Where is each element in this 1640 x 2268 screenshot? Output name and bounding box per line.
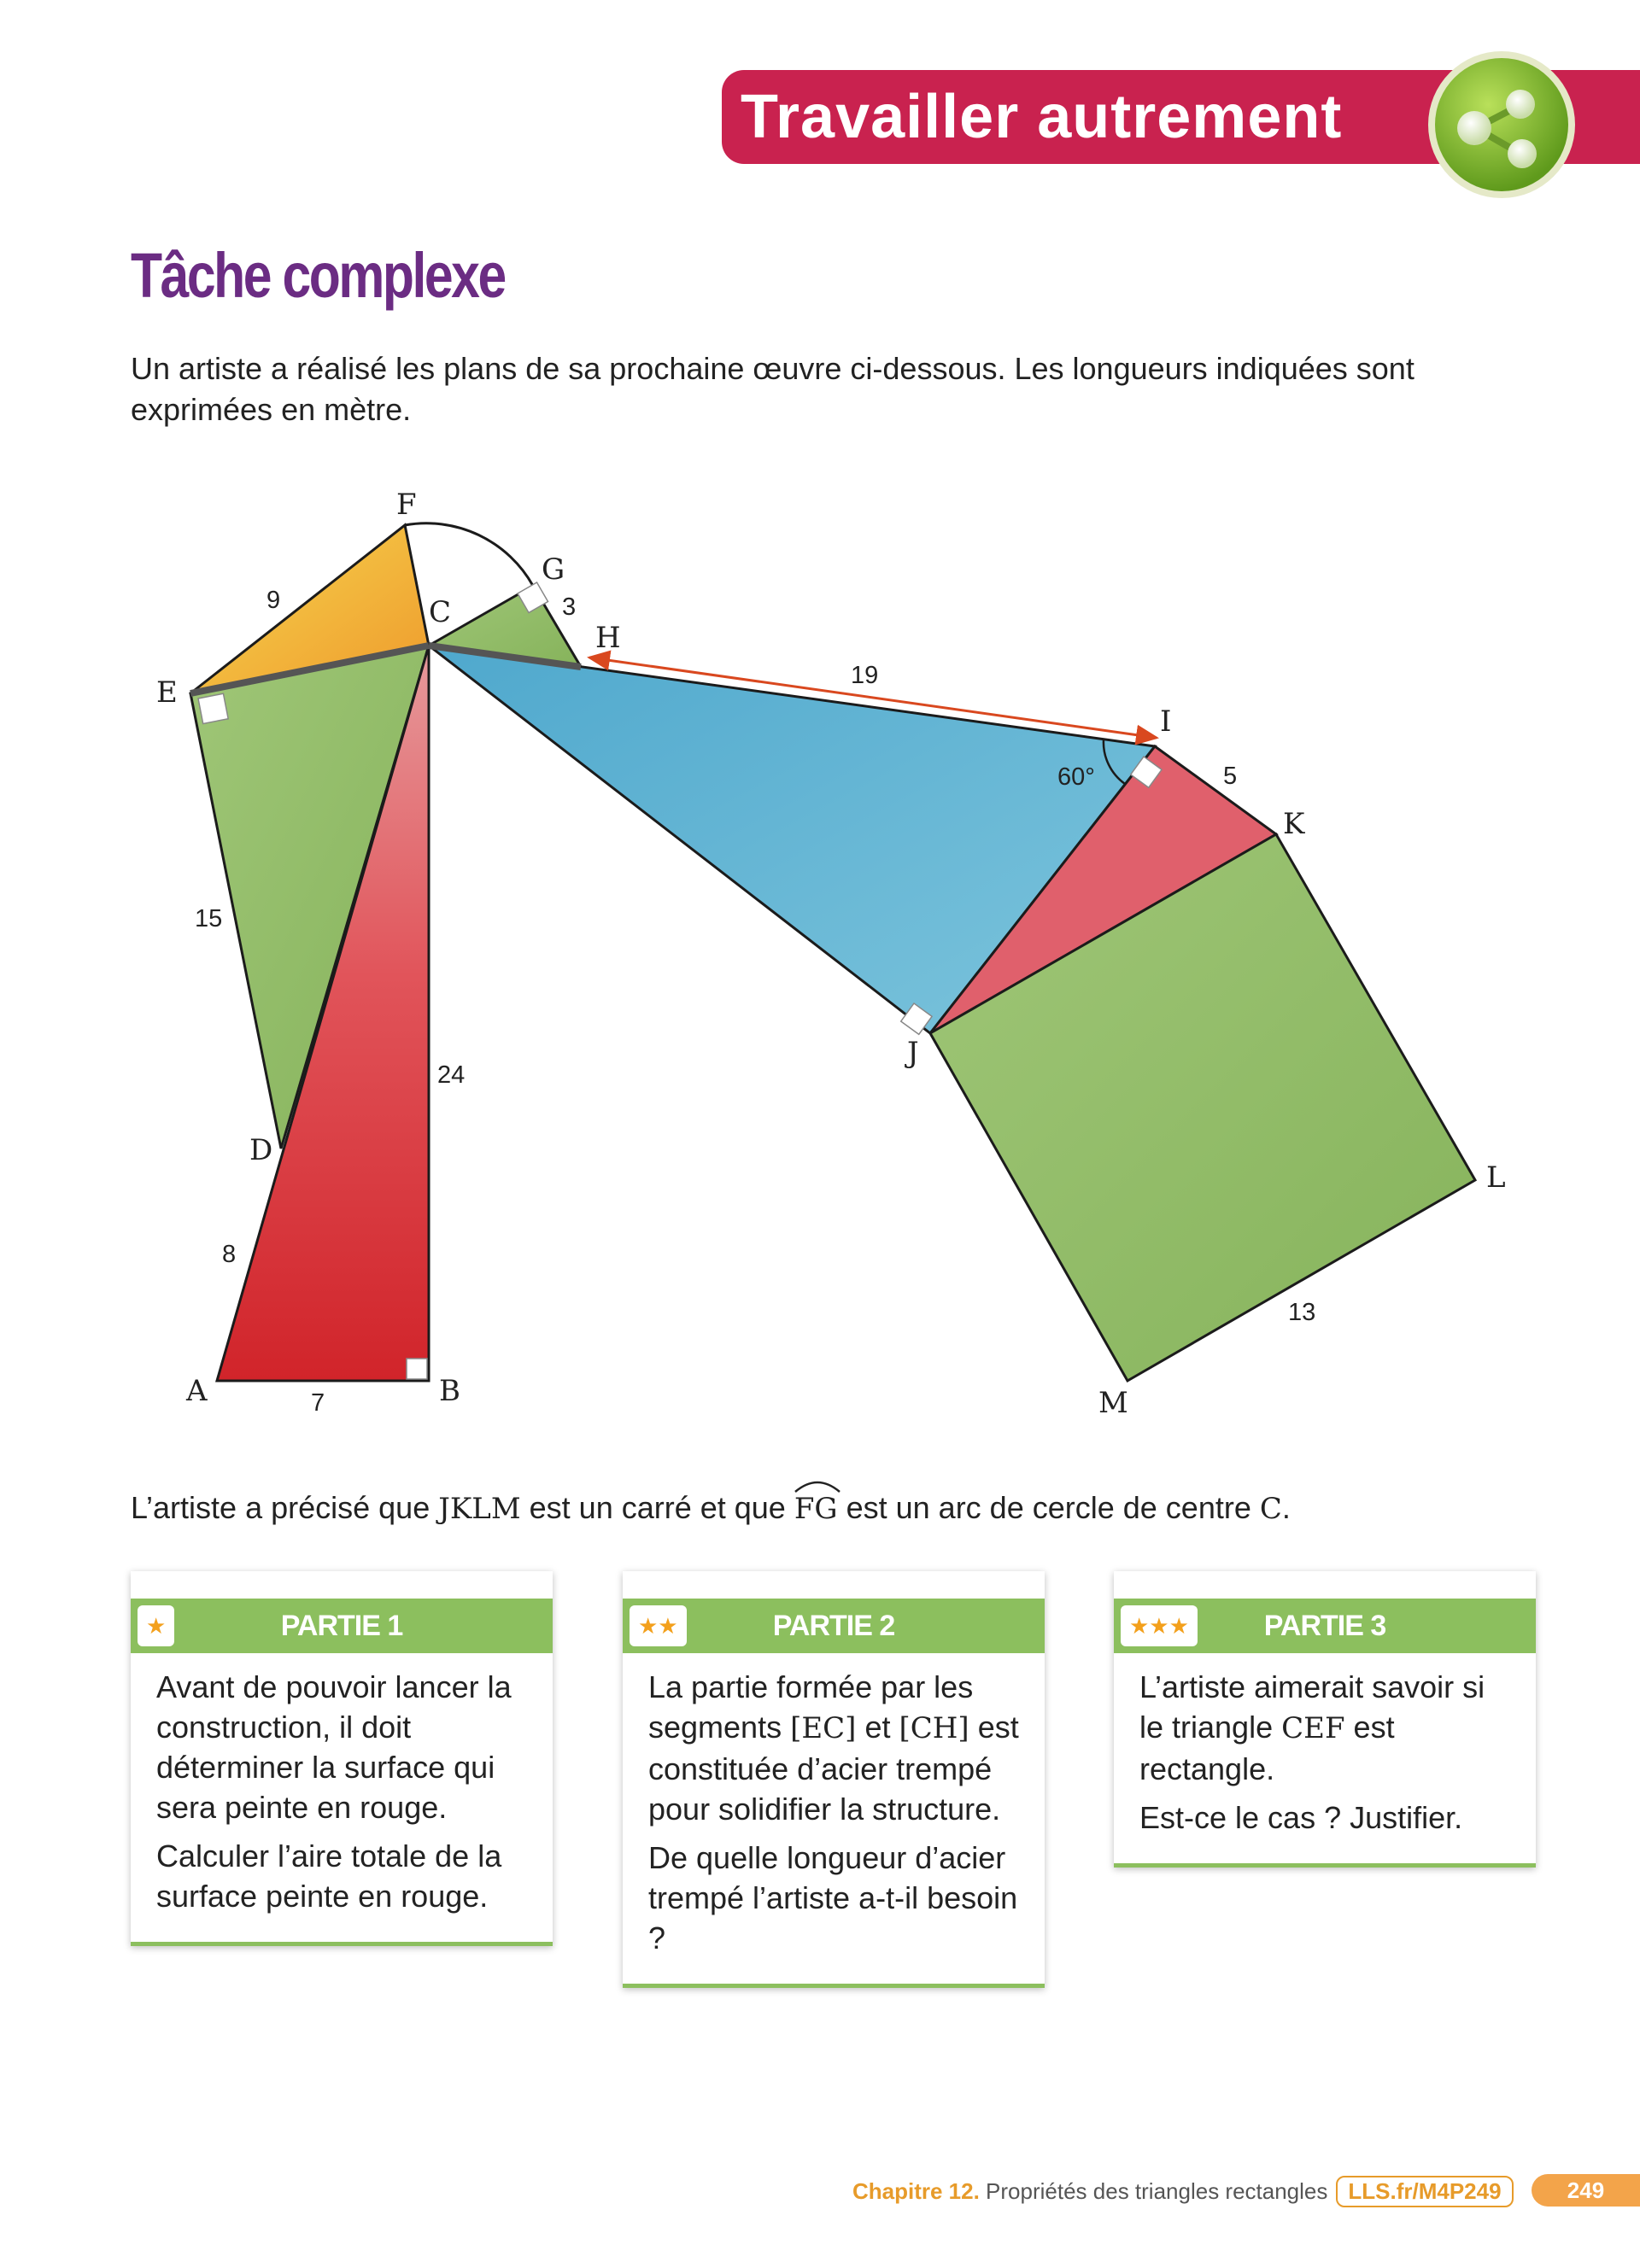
footer-chapter: Chapitre 12.	[852, 2178, 980, 2204]
star-icon: ★★★	[1121, 1605, 1198, 1646]
footer-link[interactable]: LLS.fr/M4P249	[1336, 2176, 1513, 2207]
point-m: M	[1098, 1386, 1128, 1420]
task-title: Tâche complexe	[131, 240, 505, 311]
card-partie-3	[1114, 1571, 1536, 1868]
point-a: A	[186, 1374, 208, 1408]
card-header	[1114, 1599, 1536, 1653]
length-gh: 3	[562, 593, 577, 621]
card-question: De quelle longueur d’acier trempé l’artiste a-t-il besoin ?	[648, 1840, 1018, 1955]
note-part1: L’artiste a précisé que	[131, 1490, 439, 1525]
card-paragraph	[648, 1667, 1019, 1829]
card-partie-2	[623, 1571, 1045, 1988]
segment-ch: [CH]	[899, 1711, 969, 1745]
length-ik: 5	[1223, 763, 1238, 790]
length-lm: 13	[1288, 1299, 1316, 1326]
card-text: est rectangle.	[1139, 1710, 1395, 1786]
point-j: J	[907, 1036, 919, 1070]
note-arc	[794, 1488, 838, 1529]
footer	[852, 2176, 1514, 2207]
right-angle-b	[407, 1359, 427, 1379]
arc-symbol-icon	[793, 1476, 842, 1493]
point-i: I	[1160, 704, 1172, 739]
star-icon: ★	[138, 1605, 174, 1646]
header-title: Travailler autrement	[741, 83, 1343, 151]
intro-text: Un artiste a réalisé les plans de sa prochaine œuvre ci-dessous. Les longueurs indiquées sont exprimées en mètre.	[131, 351, 1414, 427]
point-e: E	[156, 675, 178, 710]
length-hi: 19	[851, 662, 879, 689]
card-text: La partie formée par les segments	[648, 1669, 974, 1745]
note-center: C	[1259, 1492, 1282, 1526]
length-cb: 24	[437, 1061, 466, 1089]
page-number: 249	[1532, 2174, 1640, 2207]
point-b: B	[439, 1374, 460, 1408]
card-partie-1	[131, 1571, 553, 1946]
right-angle-e	[198, 693, 228, 723]
point-g: G	[542, 552, 565, 587]
triangle-name: CEF	[1281, 1711, 1345, 1745]
note-square: JKLM	[438, 1492, 521, 1526]
length-ad: 8	[222, 1241, 237, 1268]
card-question: Est-ce le cas ? Justifier.	[1139, 1800, 1463, 1835]
card-label: PARTIE 1	[280, 1610, 403, 1642]
footer-subject: Propriétés des triangles rectangles	[979, 2178, 1328, 2204]
length-ed: 15	[195, 905, 223, 932]
card-body	[1114, 1653, 1536, 1863]
point-f: F	[396, 488, 417, 522]
point-l: L	[1486, 1160, 1506, 1195]
card-body	[623, 1653, 1045, 1984]
card-paragraph	[1139, 1667, 1510, 1789]
card-header	[623, 1599, 1045, 1653]
point-d: D	[249, 1133, 273, 1167]
card-label: PARTIE 2	[772, 1610, 895, 1642]
card-text: L’artiste aimerait savoir si le triangle	[1139, 1669, 1485, 1745]
point-k: K	[1283, 807, 1305, 841]
note-part2: est un carré et que	[520, 1490, 794, 1525]
card-text: est constituée d’acier trempé pour solidifier la structure.	[648, 1710, 1019, 1827]
note-part3: est un arc de cercle de centre	[837, 1490, 1260, 1525]
arc-fg	[405, 523, 533, 586]
length-ef: 9	[266, 587, 281, 614]
point-c: C	[429, 595, 452, 629]
molecule-icon	[1426, 50, 1577, 200]
point-h: H	[595, 621, 621, 655]
star-icon: ★★	[630, 1605, 687, 1646]
card-body	[131, 1653, 553, 1942]
artwork-figure	[0, 478, 1640, 1435]
card-paragraph: Avant de pouvoir lancer la construction, il doit déterminer la surface qui sera peinte en rouge.	[156, 1669, 512, 1825]
card-question: Calculer l’aire totale de la surface peinte en rouge.	[156, 1838, 502, 1914]
figure-note	[131, 1488, 1291, 1529]
note-part4: .	[1281, 1490, 1291, 1525]
segment-ec: [EC]	[790, 1711, 857, 1745]
card-text: et	[856, 1710, 899, 1745]
card-label: PARTIE 3	[1263, 1610, 1386, 1642]
angle-i-label: 60°	[1057, 763, 1095, 791]
note-arc-text: FG	[794, 1492, 838, 1526]
length-ab: 7	[311, 1389, 325, 1417]
card-header	[131, 1599, 553, 1653]
